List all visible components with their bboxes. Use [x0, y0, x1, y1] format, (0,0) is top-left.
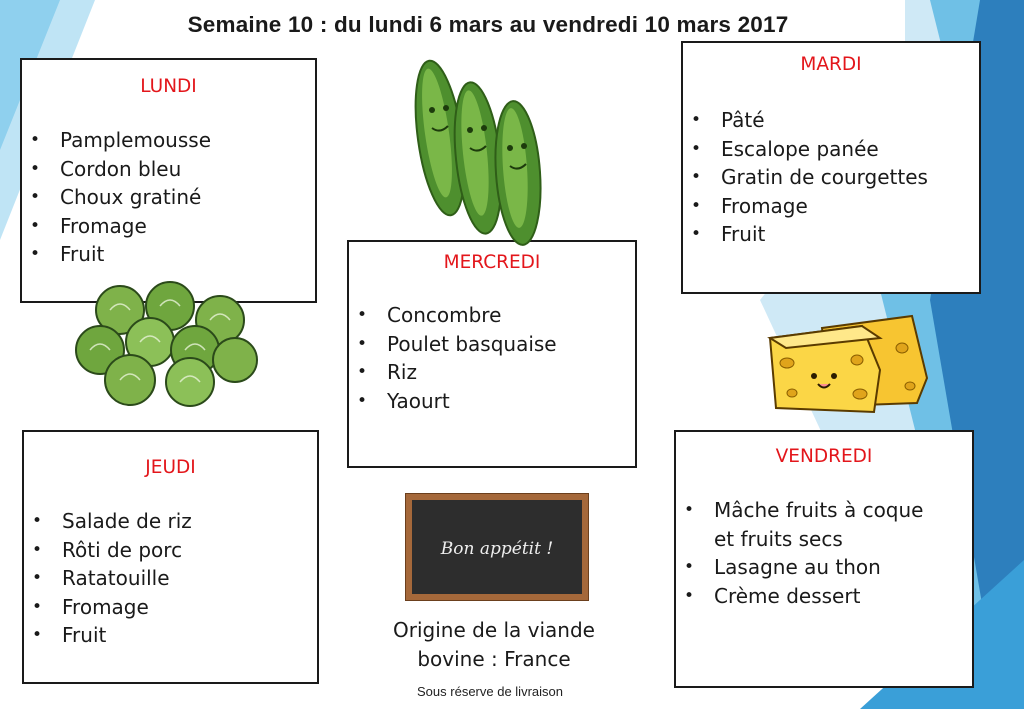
menu-item: • Fromage: [24, 593, 317, 622]
menu-item: • Fruit: [683, 220, 979, 249]
menu-item: • Pamplemousse: [22, 126, 315, 155]
day-card-lundi: [20, 58, 317, 303]
chalkboard-text: Bon appétit !: [440, 539, 554, 559]
cucumbers-illustration: [410, 48, 560, 248]
menu-item: • Salade de riz: [24, 507, 317, 536]
day-card-vendredi: [674, 430, 974, 688]
cucumber-3: [491, 100, 545, 247]
menu-list-mardi: [683, 106, 979, 249]
menu-item: • Poulet basquaise: [349, 330, 635, 359]
menu-list-jeudi: [24, 507, 317, 650]
menu-list-lundi: [22, 126, 315, 269]
day-heading-lundi: LUNDI: [140, 76, 197, 97]
day-heading-vendredi: VENDREDI: [775, 446, 873, 467]
menu-item: • Fruit: [24, 621, 317, 650]
menu-item: • Concombre: [349, 301, 635, 330]
menu-list-vendredi: [676, 496, 972, 610]
chalkboard-illustration: [405, 493, 589, 601]
brussels-sprouts-illustration: [70, 280, 260, 410]
meat-origin-note: Origine de la viande bovine : France: [393, 618, 595, 671]
menu-item: • Yaourt: [349, 387, 635, 416]
menu-item: • Rôti de porc: [24, 536, 317, 565]
menu-item: • Fruit: [22, 240, 315, 269]
menu-item: • Lasagne au thon: [676, 553, 972, 582]
page-title: Semaine 10 : du lundi 6 mars au vendredi 10 mars 2017: [187, 12, 789, 37]
cheese-illustration: [762, 308, 932, 418]
menu-item: • Escalope panée: [683, 135, 979, 164]
day-heading-mardi: MARDI: [800, 54, 862, 75]
menu-list-mercredi: [349, 301, 635, 415]
day-heading-mercredi: MERCREDI: [443, 252, 541, 273]
menu-item: • Crème dessert: [676, 582, 972, 611]
menu-item: • Choux gratiné: [22, 183, 315, 212]
menu-item: • Fromage: [22, 212, 315, 241]
menu-item: • Fromage: [683, 192, 979, 221]
delivery-disclaimer: Sous réserve de livraison: [417, 684, 563, 699]
menu-item: • Riz: [349, 358, 635, 387]
menu-item: • Cordon bleu: [22, 155, 315, 184]
menu-item: • Pâté: [683, 106, 979, 135]
day-card-jeudi: [22, 430, 319, 684]
menu-item: • Gratin de courgettes: [683, 163, 979, 192]
menu-item: • Mâche fruits à coque et fruits secs: [676, 496, 934, 553]
day-card-mercredi: [347, 240, 637, 468]
day-heading-jeudi: JEUDI: [145, 457, 196, 478]
day-card-mardi: [681, 41, 981, 294]
menu-item: • Ratatouille: [24, 564, 317, 593]
